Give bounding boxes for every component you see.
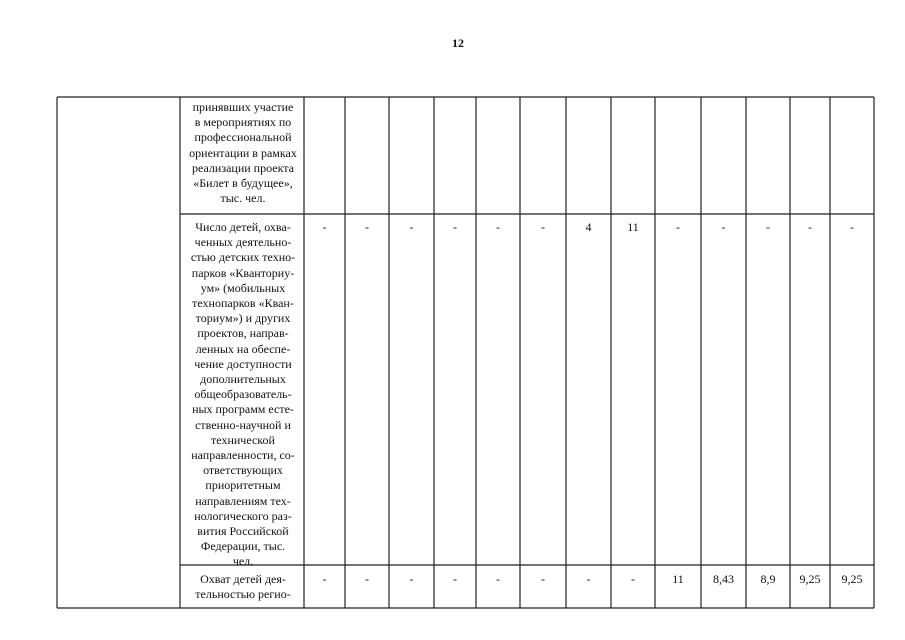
table-cell-value: 11 xyxy=(672,572,684,586)
description-line: Число детей, охва- xyxy=(195,220,291,234)
description-line: технической xyxy=(211,432,275,447)
table-cell-value: - xyxy=(322,572,327,586)
table-cell-value: - xyxy=(496,572,500,586)
table-cell-value: 8,9 xyxy=(760,572,776,586)
table-cell-value: 8,43 xyxy=(713,572,734,586)
description-line: ченных деятельно- xyxy=(194,235,292,250)
table-cell-value: - xyxy=(808,220,812,234)
description-line: тельностью регио- xyxy=(195,587,291,602)
table-cell-value: 9,25 xyxy=(799,572,821,586)
description-line: нологического раз- xyxy=(194,508,292,523)
table-cell-value: - xyxy=(631,572,635,586)
description-line: технопарков «Кван- xyxy=(192,296,294,311)
table-cell-value: - xyxy=(322,220,327,234)
description-line: ленных на обеспе- xyxy=(195,341,291,356)
description-line: направлениям тех- xyxy=(195,493,291,508)
table-cell-value: 4 xyxy=(585,220,592,234)
description-line: направленности, со- xyxy=(191,448,295,463)
table-cell-value: - xyxy=(409,572,414,586)
description-line: стью детских техно- xyxy=(190,250,296,265)
description-line: ственно-научной и xyxy=(195,417,291,432)
description-line: профессиональной xyxy=(194,130,292,145)
table-cell-value: - xyxy=(541,220,545,234)
description-line: «Билет в будущее», xyxy=(193,176,293,191)
page-number: 12 xyxy=(452,36,464,50)
row-description xyxy=(180,100,306,206)
table-cell-value: - xyxy=(586,572,591,586)
description-line: приоритетным xyxy=(205,478,281,493)
description-line: чение доступности xyxy=(194,356,292,371)
table-cell-value: - xyxy=(496,220,500,234)
description-line: Охват детей дея- xyxy=(200,572,286,586)
description-line: в мероприятиях по xyxy=(194,115,292,130)
description-line: чел. xyxy=(232,554,254,569)
table-cell-value: - xyxy=(365,572,369,586)
table-cell-value: - xyxy=(766,220,770,234)
description-line: ориентации в рамках xyxy=(189,145,297,160)
description-line: реализации проекта xyxy=(192,160,294,175)
table-cell-value: 11 xyxy=(627,220,639,234)
description-line: тыс. чел. xyxy=(220,191,266,206)
description-line: общеобразователь- xyxy=(194,387,292,402)
description-line: проектов, направ- xyxy=(197,326,289,341)
table-cell-value: - xyxy=(453,572,457,586)
table-cell-value: - xyxy=(409,220,414,234)
table-cell-value: - xyxy=(541,572,545,586)
description-line: ториум») и других xyxy=(195,311,291,326)
row-description xyxy=(180,572,306,602)
description-line: парков «Кванториу- xyxy=(191,265,295,280)
row-description xyxy=(180,220,306,570)
description-line: дополнительных xyxy=(200,372,286,387)
table-cell-value: 9,25 xyxy=(841,572,863,586)
description-line: вития Российской xyxy=(197,524,289,539)
table-cell-value: - xyxy=(721,220,726,234)
description-line: ум» (мобильных xyxy=(200,280,286,295)
table-cell-value: - xyxy=(453,220,457,234)
table-cell-value: - xyxy=(365,220,369,234)
table-cell-value: - xyxy=(850,220,854,234)
description-line: принявших участие xyxy=(192,100,294,114)
description-line: Федерации, тыс. xyxy=(200,539,286,554)
table-cell-value: - xyxy=(676,220,680,234)
description-line: ных программ есте- xyxy=(192,402,294,417)
description-line: ответствующих xyxy=(203,463,283,478)
